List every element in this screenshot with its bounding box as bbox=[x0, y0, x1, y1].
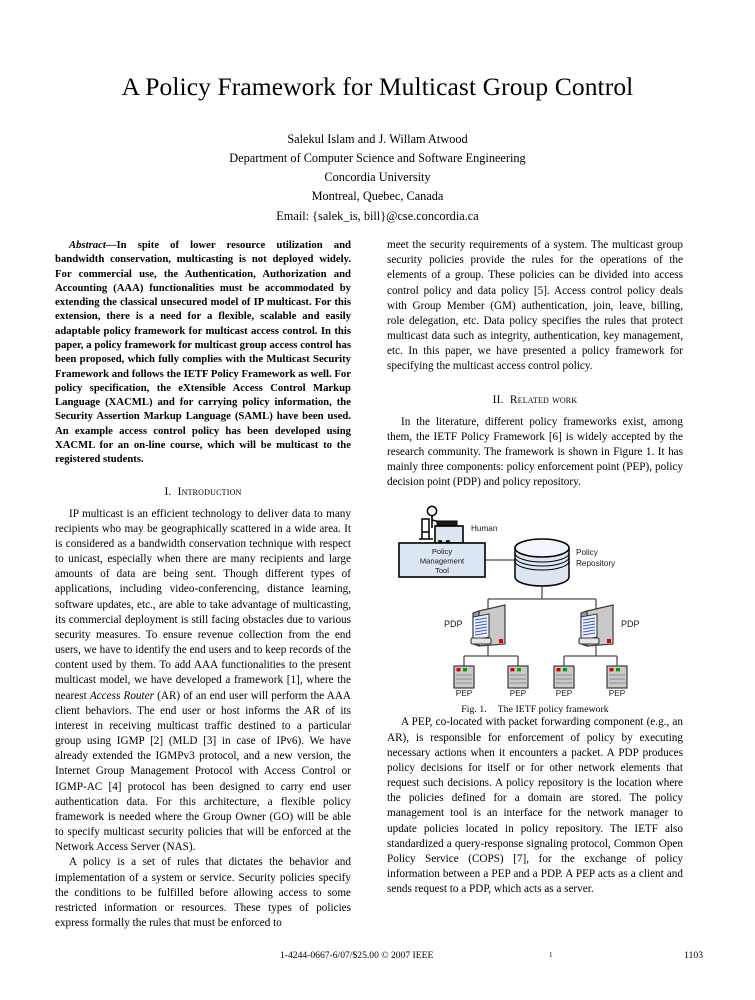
pep-node-4 bbox=[607, 666, 627, 688]
paragraph-intro-2: A policy is a set of rules that dictates the behavior and implementation of a system or service. Security policies specify the conditions to be fulfilled before allowing access to some restricted information or resources. These types of policies express formally the rules that must be enforced to bbox=[55, 856, 351, 930]
abstract-paragraph bbox=[55, 238, 351, 467]
left-column bbox=[55, 238, 351, 931]
pdp-right-node bbox=[579, 605, 613, 646]
author-block bbox=[0, 130, 755, 225]
pep-1-label: PEP bbox=[455, 689, 473, 698]
policy-management-tool-label-3: Tool bbox=[435, 566, 449, 576]
paragraph-related-1: In the literature, different policy frameworks exist, among them, the IETF Policy Framework [6] is widely accepted by the research community. The framework is shown in Figure 1. It has mainly three components: policy enforcement point (PEP), policy decision point (PDP) and policy repository. bbox=[387, 415, 683, 489]
paragraph-intro-2-cont: meet the security requirements of a system. The multicast group security policies provide the rules for the operations of the elements of a group. These policies can be divided into access control policy and data policy [5]. Access control policy deals with Group Member (GM) authentication, join, leave, billing, role delegation, etc. Data policy specifies the rules that protect multicast data such as integrity, authentication, key management, etc. In this paper, we have presented a policy framework for specifying the multicast access control policy. bbox=[387, 239, 683, 373]
page-number: 1103 bbox=[684, 950, 703, 961]
email-line: Email: {salek_is, bill}@cse.concordia.ca bbox=[276, 208, 479, 223]
policy-repository-node bbox=[515, 539, 569, 586]
pdp-left-node bbox=[471, 605, 505, 646]
pep-node-3 bbox=[554, 666, 574, 688]
emphasis-text: Access Router bbox=[89, 689, 154, 702]
section-title: Introduction bbox=[177, 485, 242, 498]
department-line: Department of Computer Science and Software Engineering bbox=[229, 151, 526, 166]
paragraph-related-2: A PEP, co-located with packet forwarding component (e.g., an AR), is responsible for enforcement of policy by executing necessary actions when it encounters a packet. A PDP produces policy decisions for itself or for other network elements that request such decisions. A policy repository is the location where the policies defined for a domain are stored. The policy management tool is an interface for the network manager to update policies located in policy repository. The IETF also standardized a query-response signaling protocol, Common Open Policy Service (COPS) [7], for the exchange of policy information between a PEP and a PDP. A PEP acts as a client and sends request to a PDP, which acts as a server. bbox=[387, 716, 683, 896]
policy-management-tool-label-1: Policy bbox=[431, 547, 453, 557]
body-columns bbox=[55, 238, 703, 938]
section-numeral: I. bbox=[164, 485, 172, 498]
copyright-line: 1-4244-0667-6/07/$25.00 © 2007 IEEE bbox=[280, 950, 434, 961]
paragraph-intro-1: IP multicast is an efficient technology to deliver data to many recipients who may be geographically scattered in a wide area. It is considered as a bandwidth conservation technique with respect to unicast, especially when there are many recipients and large amounts of data are being sent. Though different types of applications, including video-conferencing, distance learning, software updates, etc., are able to take advantage of multicasting, its commercial deployment is still facing obstacles due to various security measures. To ensure revenue collection from the end users, we have to identify the end users and to keep records of the content used by them. To add AAA functionalities to the present multicast model, we have developed a framework [1], where the nearest Access Router (AR) of an end user will perform the AAA client behaviors. The end user or host informs the AR of its interest in receiving multicast traffic destined to a particular group using IGMP [2] (MLD [3] in case of IPv6). We have already extended the IGMPv3 protocol, and a new version, the Internet Group Management Protocol with Access Control or IGMP-AC [4] protocol has been designed to carry end user authentication data. For this architecture, a flexible policy framework is needed where the Group Owner (GO) will be able to specify multicast security policies that will be enforced at the Network Access Server (NAS). bbox=[55, 507, 352, 854]
figure-caption-text: The IETF policy framework bbox=[497, 704, 609, 716]
figure-1-canvas bbox=[387, 501, 683, 697]
pep-2-label: PEP bbox=[509, 689, 527, 698]
policy-management-tool-label-2: Management bbox=[419, 556, 465, 566]
section-heading-introduction bbox=[55, 486, 351, 498]
pep-node-1 bbox=[454, 666, 474, 688]
section-title: Related work bbox=[509, 393, 578, 406]
pep-3-label: PEP bbox=[555, 689, 573, 698]
section-heading-related-work bbox=[387, 394, 683, 406]
ietf-policy-framework-diagram bbox=[387, 501, 683, 697]
right-column bbox=[387, 238, 683, 897]
figure-label: Fig. 1. bbox=[461, 704, 487, 716]
policy-management-tool-node bbox=[399, 543, 485, 577]
location-line: Montreal, Quebec, Canada bbox=[311, 189, 444, 204]
abstract-label: Abstract— bbox=[69, 239, 117, 251]
section-numeral: II. bbox=[492, 393, 504, 406]
pdp-right-label: PDP bbox=[621, 619, 640, 630]
figure-1-caption bbox=[387, 704, 683, 715]
human-label: Human bbox=[471, 524, 498, 534]
footer-marker: 1 bbox=[549, 951, 553, 959]
university-line: Concordia University bbox=[324, 170, 431, 185]
pep-node-2 bbox=[508, 666, 528, 688]
author-names: Salekul Islam and J. Willam Atwood bbox=[287, 132, 468, 147]
page-title: A Policy Framework for Multicast Group Control bbox=[121, 72, 634, 101]
pep-4-label: PEP bbox=[608, 689, 626, 698]
page-footer bbox=[55, 950, 703, 966]
policy-repository-label-2: Repository bbox=[576, 559, 616, 569]
human-workstation-icon bbox=[419, 507, 463, 547]
pdp-left-label: PDP bbox=[444, 619, 463, 630]
figure-1 bbox=[387, 501, 683, 715]
abstract-body: In spite of lower resource utilization and bandwidth conservation, multicasting is not deployed widely. For commercial use, the Authentication, Authorization and Accounting (AAA) functionalities must be accommodated by extending the classical unsecured model of IP multicast. For this extension, there is a need for a flexible, scalable and easily adaptable policy framework for multicast access control. In this paper, a policy framework for multicast group access control has been proposed, which fully complies with the Multicast Security Framework and follows the IETF Policy Framework as well. For policy specification, the eXtensible Access Control Markup Language (XACML) and for carrying policy information, the Security Assertion Markup Language (SAML) have been used. An example access control policy has been developed using XACML for an on-line course, which will be multicast to the registered students. bbox=[55, 239, 351, 466]
policy-repository-label-1: Policy bbox=[576, 548, 598, 558]
